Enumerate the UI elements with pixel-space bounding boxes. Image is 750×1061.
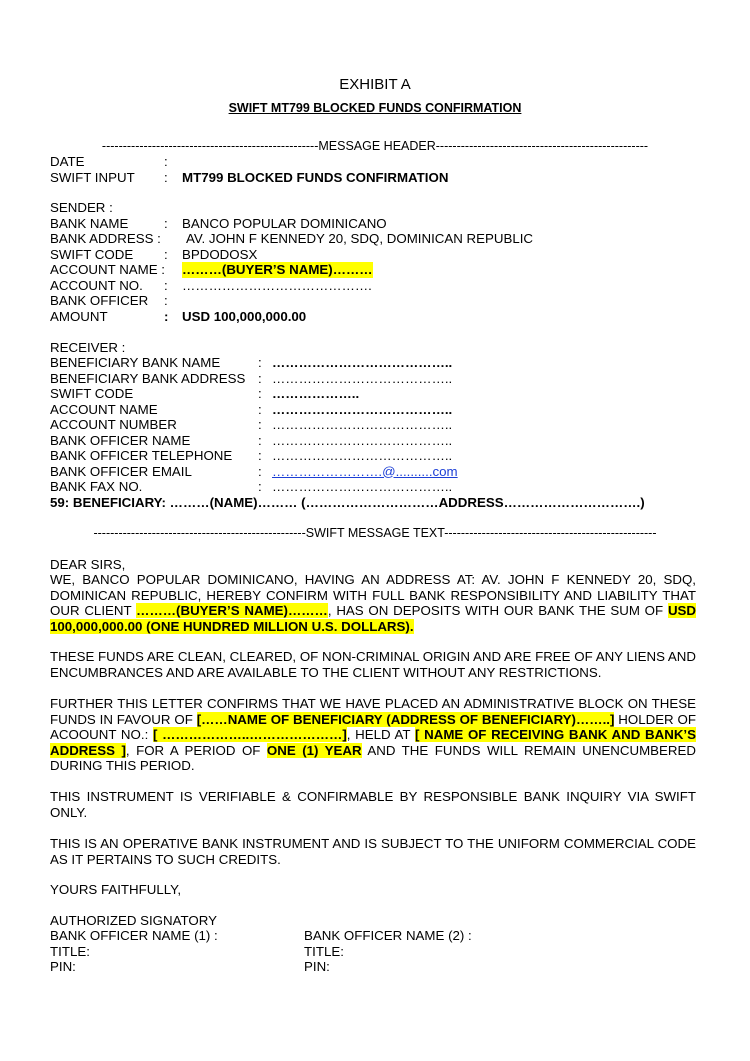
amount-value: USD 100,000,000.00: [182, 309, 307, 324]
receiver-field-value: …………………………………..: [272, 432, 453, 448]
document-subtitle: SWIFT MT799 BLOCKED FUNDS CONFIRMATION: [228, 101, 522, 115]
period-highlight: ONE (1) YEAR: [266, 742, 362, 758]
receiver-field-value: …………………………………..: [272, 479, 453, 494]
swift-message-text-divider: ---------------------------------------------------SWIFT MESSAGE TEXT---------------------------------------------------: [93, 526, 657, 540]
receiver-field-label: BENEFICIARY BANK ADDRESS: [50, 370, 246, 386]
swift-input-label: SWIFT INPUT: [50, 170, 135, 185]
beneficiary-highlight: [……NAME OF BENEFICIARY (ADDRESS OF BENEFICIARY)……..]: [196, 711, 615, 727]
swift-input-value: MT799 BLOCKED FUNDS CONFIRMATION: [182, 170, 449, 185]
exhibit-title: EXHIBIT A: [339, 76, 411, 93]
receiver-field-label: BANK OFFICER NAME: [50, 432, 191, 448]
receiver-field-value: …………………………………..: [272, 401, 453, 417]
paragraph-verifiable: THIS INSTRUMENT IS VERIFIABLE & CONFIRMABLE BY RESPONSIBLE BANK INQUIRY VIA SWIFT ONLY.: [50, 789, 696, 820]
receiver-field-value: …………………………………..: [272, 355, 453, 370]
swift-code-value: BPDODOSX: [182, 247, 258, 262]
receiver-field-value: …………………………………..: [272, 417, 453, 432]
client-name-highlight: ………(BUYER’S NAME)………: [136, 603, 328, 618]
officer-2-title: TITLE:: [304, 944, 344, 959]
beneficiary-line: 59: BENEFICIARY: ………(NAME)……… (…………………………ADDRESS………………………….): [50, 495, 645, 510]
amount-label: AMOUNT: [50, 309, 108, 324]
officer-email-link[interactable]: …………………….@..........com: [272, 463, 458, 479]
sender-heading: SENDER :: [50, 200, 113, 215]
receiver-field-value: …………………………………..: [272, 448, 453, 463]
salutation: DEAR SIRS,: [50, 557, 126, 572]
account-no-value: …………………………………….: [182, 278, 372, 293]
account-no-label: ACCOUNT NO.: [50, 278, 143, 293]
officer-1-name: BANK OFFICER NAME (1) :: [50, 928, 218, 943]
bank-officer-label: BANK OFFICER: [50, 293, 149, 308]
receiver-field-label: BANK OFFICER EMAIL: [50, 463, 192, 479]
officer-1-title: TITLE:: [50, 944, 90, 959]
bank-address-value: AV. JOHN F KENNEDY 20, SDQ, DOMINICAN REPUBLIC: [186, 231, 534, 246]
swift-code-label: SWIFT CODE: [50, 247, 134, 262]
officer-2-name: BANK OFFICER NAME (2) :: [304, 928, 472, 943]
bank-address-label: BANK ADDRESS :: [50, 231, 161, 246]
receiver-heading: RECEIVER :: [50, 340, 126, 355]
bank-name-value: BANCO POPULAR DOMINICANO: [182, 216, 387, 231]
account-highlight: [ ………………..…………………]: [152, 727, 347, 742]
paragraph-confirmation: WE, BANCO POPULAR DOMINICANO, HAVING AN ADDRESS AT: AV. JOHN F KENNEDY 20, SDQ, DOMINICAN REPUBLIC, HEREBY CONFIRM WITH FULL BANK RESPONSIBILITY AND LIABILITY THAT OUR CLIENT ………(BUYER’S NAME)………, HAS ON DEPOSITS WITH OUR BANK THE SUM OF USD 100,000,000.00 (ONE HUNDRED MILLION U.S. DOLLARS).: [50, 572, 697, 634]
receiver-field-label: SWIFT CODE: [50, 386, 134, 401]
officer-1-pin: PIN:: [50, 959, 76, 974]
bank-name-label: BANK NAME: [50, 216, 129, 231]
receiver-field-value: ………………..: [272, 386, 360, 401]
closing: YOURS FAITHFULLY,: [50, 882, 182, 897]
receiver-field-label: BANK OFFICER TELEPHONE: [50, 448, 233, 463]
officer-2-pin: PIN:: [304, 959, 330, 974]
receiver-field-label: ACCOUNT NUMBER: [50, 417, 177, 432]
document-page: EXHIBIT A SWIFT MT799 BLOCKED FUNDS CONFIRMATION ----------------------------------------------------MESSAGE HEADER--------------------------------------------------- DATE : SWIFT INPUT : MT799 BLOCKED FUNDS CONFIRMATION SENDER : BANK NAME : BANCO POPULAR DOMINICANO BANK ADDRESS : AV. JOHN F KENNEDY 20, SDQ, DOMINICAN REPUBLIC SWIFT CODE : BPDODOSX ACCOUNT NAME : ………(BUYER’S NAME)……… ACCOUNT NO. : ……………………………………. BANK OFFICER : AMOUNT : USD 100,000,000.00 RECEIVER : BENEFICIARY BANK NAME : ………………………………….. BENEFICIARY BANK ADDRESS : ………………………………….. SWIFT CODE : ……………….. ACCOUNT NAME : ………………………………….. ACCOUNT NUMBER : ………………………………….. BANK OFFICER NAME : ………………………………….. BANK OFFICER TELEPHONE : ………………………………….. BANK OFFICER EMAIL : …………………….@..........com BANK FAX NO. : ………………………………….. 59: BENEFICIARY: ………(NAME)……… (…………………………ADDRESS………………………….) ---------------------------------------------------SWIFT MESSAGE TEXT--------------------------------------------------- DEAR SIRS, WE, BANCO POPULAR DOMINICANO, HAVING AN ADDRESS AT: AV. JOHN F KENNEDY 20, SDQ, DOMINICAN REPUBLIC, HEREBY CONFIRM WITH FULL BANK RESPONSIBILITY AND LIABILITY THAT OUR CLIENT ………(BUYER’S NAME)………, HAS ON DEPOSITS WITH OUR BANK THE SUM OF USD 100,000,000.00 (ONE HUNDRED MILLION U.S. DOLLARS). THESE FUNDS ARE CLEAN, CLEARED, OF NON-CRIMINAL ORIGIN AND ARE FREE OF ANY LIENS AND ENCUMBRANCES AND ARE AVAILABLE TO THE CLIENT WITHOUT ANY RESTRICTIONS. FURTHER THIS LETTER CONFIRMS THAT WE HAVE PLACED AN ADMINISTRATIVE BLOCK ON THESE FUNDS IN FAVOUR OF [……NAME OF BENEFICIARY (ADDRESS OF BENEFICIARY)……..] HOLDER OF ACOOUNT NO.: [ ………………..…………………], HELD AT [ NAME OF RECEIVING BANK AND BANK’S ADDRESS ], FOR A PERIOD OF ONE (1) YEAR AND THE FUNDS WILL REMAIN UNENCUMBERED DURING THIS PERIOD. THIS INSTRUMENT IS VERIFIABLE & CONFIRMABLE BY RESPONSIBLE BANK INQUIRY VIA SWIFT ONLY. THIS IS AN OPERATIVE BANK INSTRUMENT AND IS SUBJECT TO THE UNIFORM COMMERCIAL CODE AS IT PERTAINS TO SUCH CREDITS. YOURS FAITHFULLY, AUTHORIZED SIGNATORY BANK OFFICER NAME (1) : TITLE: PIN: BANK OFFICER NAME (2) : TITLE: PIN:: [0, 0, 750, 1061]
receiver-field-label: BENEFICIARY BANK NAME: [50, 355, 221, 370]
receiver-field-label: ACCOUNT NAME: [50, 401, 158, 417]
paragraph-operative: THIS IS AN OPERATIVE BANK INSTRUMENT AND IS SUBJECT TO THE UNIFORM COMMERCIAL CODE AS IT PERTAINS TO SUCH CREDITS.: [50, 836, 696, 867]
date-label: DATE: [50, 154, 85, 169]
account-name-value: ………(BUYER’S NAME)………: [182, 262, 373, 277]
sum-highlight: USD 100,000,000.00 (ONE HUNDRED MILLION U.S. DOLLARS).: [50, 603, 697, 634]
message-header-divider: ----------------------------------------------------MESSAGE HEADER---------------------------------------------------: [101, 139, 649, 153]
account-name-label: ACCOUNT NAME :: [50, 262, 166, 277]
receiver-field-value: …………………………………..: [272, 370, 453, 386]
paragraph-clean-funds: THESE FUNDS ARE CLEAN, CLEARED, OF NON-CRIMINAL ORIGIN AND ARE FREE OF ANY LIENS AND ENCUMBRANCES AND ARE AVAILABLE TO THE CLIENT WITHOUT ANY RESTRICTIONS.: [50, 649, 696, 680]
authorized-signatory: AUTHORIZED SIGNATORY: [50, 913, 217, 928]
paragraph-administrative-block: FURTHER THIS LETTER CONFIRMS THAT WE HAVE PLACED AN ADMINISTRATIVE BLOCK ON THESE FUNDS IN FAVOUR OF [……NAME OF BENEFICIARY (ADDRESS OF BENEFICIARY)……..] HOLDER OF ACOOUNT NO.: [ ………………..…………………], HELD AT [ NAME OF RECEIVING BANK AND BANK’S ADDRESS ], FOR A PERIOD OF ONE (1) YEAR AND THE FUNDS WILL REMAIN UNENCUMBERED DURING THIS PERIOD.: [50, 696, 696, 773]
receiving-bank-highlight: [ NAME OF RECEIVING BANK AND BANK’S ADDRESS ]: [50, 727, 696, 758]
receiver-field-label: BANK FAX NO.: [50, 479, 143, 494]
